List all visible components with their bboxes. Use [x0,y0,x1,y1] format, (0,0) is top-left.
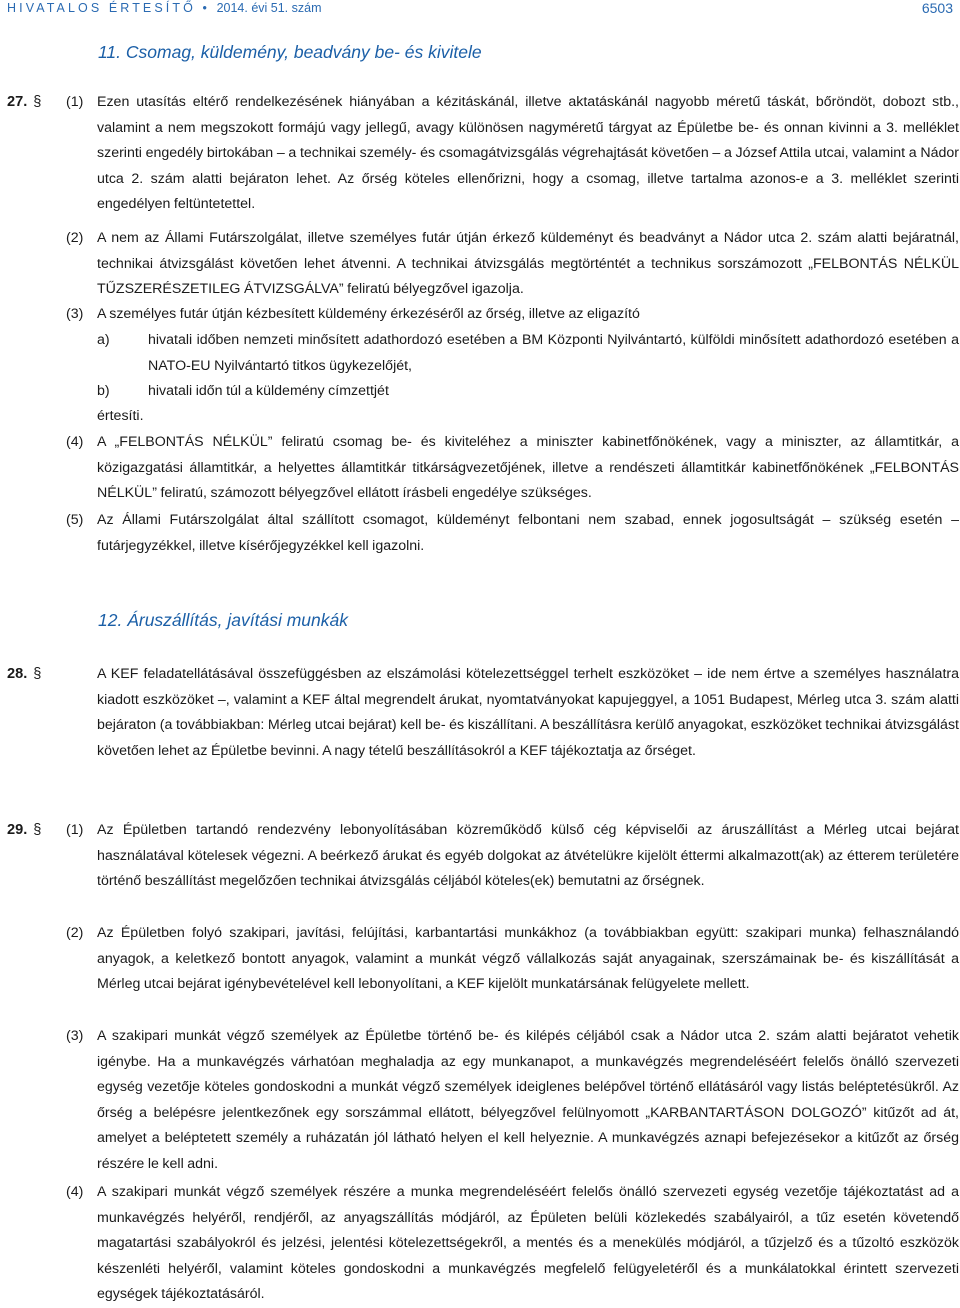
article-number: 29. [7,822,28,838]
section-sign: § [33,822,42,838]
paragraph-number: (4) [66,1184,84,1200]
article-27-item-b: hivatali időn túl a küldemény címzettjét [148,383,389,399]
page-header [7,0,953,18]
article-27-paragraph-1: Ezen utasítás eltérő rendelkezésének hiányában a kézitáskánál, illetve aktatáskánál nagyobb méretű táskát, bőröndöt, dobozt stb., valamint a nem megszokott formájú vagy jellegű, avagy különösen nagyméretű tárgyat az Épületbe be- és onnan kivinni a 3. melléklet szerinti engedély birtokában – a technikai személy- és csomagátvizsgálás végrehajtását követően – a József Attila utcai, valamint a Nádor utca 2. szám alatti bejáraton lehet. Az őrség köteles ellenőrizni, hogy a csomag, illetve tartalma azonos-e a 3. melléklet szerinti engedélyen feltüntetettel. [97,94,959,213]
section-title-12: 12. Áruszállítás, javítási munkák [98,610,348,630]
article-number: 28. [7,666,28,682]
paragraph-number: (2) [66,925,84,941]
paragraph-number: (3) [66,1028,84,1044]
article-27-paragraph-2: A nem az Állami Futárszolgálat, illetve személyes futár útján érkező küldeményt és beadványt a Nádor utca 2. szám alatti bejáratnál, technikai átvizsgálást követően lehet átvenni. A technikai átvizsgálás megtörténtét a technikus sorszámozott „FELBONTÁS NÉLKÜL TŰZSZERÉSZETILEG ÁTVIZSGÁLVA” feliratú bélyegzővel igazolja. [97,230,959,298]
article-27-paragraph-4: A „FELBONTÁS NÉLKÜL” feliratú csomag be- és kiviteléhez a miniszter kabinetfőnökének, vagy a miniszter, az államtitkár, a közigazgatási államtitkár, a helyettes államtitkár titkárságvezetőjének, illetve a rendészeti államtitkár kabinetfőnökének „FELBONTÁS NÉLKÜL” feliratú, számozott bélyegzővel ellátott írásbeli engedélye szükséges. [97,434,959,502]
issue-info: 2014. évi 51. szám [216,1,322,15]
article-27-item-a: hivatali időben nemzeti minősített adathordozó esetében a BM Központi Nyilvántartó, külföldi minősített adathordozó esetében a NATO-EU Nyilvántartó titkos ügykezelőjét, [148,332,959,374]
article-27-paragraph-5: Az Állami Futárszolgálat által szállított csomagot, küldeményt felbontani nem szabad, ennek jogosultságát – szükség esetén – futárjegyzékkel, illetve kísérőjegyzékkel kell igazolni. [97,512,959,554]
article-29-paragraph-3: A szakipari munkát végző személyek az Épületbe történő be- és kilépés céljából csak a Nádor utca 2. szám alatti bejáratot vehetik igénybe. Ha a munkavégzés várhatóan meghaladja az egy munkanapot, a munkavégzés megrendeléséért felelős önálló szervezeti egység vezetője köteles gondoskodni a munkát végző személyek ideiglenes belépővel történő ellátásáról vagy listás beléptetésükről. Az őrség a belépésre jelentkezőnek egy sorszámmal ellátott, bélyegzővel felülnyomott „KARBANTARTÁSON DOLGOZÓ” kitűzőt ad át, amelyet a beléptetett személy a ruházatán jól látható helyen el kell helyeznie. A munkavégzés aznapi befejezésekor a kitűzőt az őrség részére le kell adni. [97,1028,959,1172]
paragraph-number: (3) [66,306,84,322]
article-28-number [7,662,41,688]
article-29-paragraph-2: Az Épületben folyó szakipari, javítási, felújítási, karbantartási munkákhoz (a továbbiakban együtt: szakipari munka) felhasználandó anyagok, a keletkező bontott anyagok, valamint a munkát végző vállalkozás saját anyagainak, szerszámainak be- és kiszállítását a Mérleg utcai bejárat igénybevételével kell lebonyolítani, a KEF kijelölt munkatársának felügyelete mellett. [97,925,959,993]
article-27-number [7,90,41,116]
item-letter-a: a) [97,332,110,348]
journal-name: HIVATALOS ÉRTESÍTŐ [7,1,196,15]
article-28-text: A KEF feladatellátásával összefüggésben az elszámolási kötelezettséggel terhelt eszközöket – ide nem értve a személyes használatra kiadott eszközöket –, valamint a KEF által megrendelt árukat, nyomtatványokat kapujeggyel, a 1051 Budapest, Mérleg utca 3. szám alatti bejáraton (a továbbiakban: Mérleg utcai bejárat) kell be- és kiszállítani. A beszállításra kerülő anyagokat, eszközöket technikai átvizsgálást követően lehet az Épületbe bevinni. A nagy tételű beszállításokról a KEF tájékoztatja az őrséget. [97,666,959,759]
item-letter-b: b) [97,383,110,399]
section-title-11: 11. Csomag, küldemény, beadvány be- és kivitele [98,42,482,62]
article-27-paragraph-3-end: értesíti. [97,408,144,424]
page-number: 6503 [921,0,953,16]
article-27-paragraph-3: A személyes futár útján kézbesített küldemény érkezéséről az őrség, illetve az eligazító [97,306,640,322]
article-29-paragraph-1: Az Épületben tartandó rendezvény lebonyolításában közreműködő külső cég képviselői az áruszállítást a Mérleg utcai bejárat használatával kötelesek végezni. A beérkező árukat és egyéb dolgokat az átvételükre kijelölt éttermi alkalmazott(ak) az étterem területére történő beszállítást megelőzően technikai átvizsgálás céljából köteles(ek) bemutatni az őrségnek. [97,822,959,890]
article-29-number [7,818,41,844]
article-29-paragraph-4: A szakipari munkát végző személyek részére a munka megrendeléséért felelős önálló szervezeti egység vezetője tájékoztatást ad a munkavégzés helyéről, rendjéről, az anyagszállítás módjáról, az Épületen belüli közlekedés szabályairól, a tűz esetén követendő magatartási szabályokról és jelzési, jelentési kötelezettségekről, a mentés és a menekülés módjáról, a tűzjelző és a tűzoltó eszközök készenléti helyéről, valamint köteles gondoskodni a munkavégzés megfelelő felügyeletéről és a munkálatokkal érintett szervezeti egységek tájékoztatásáról. [97,1184,959,1303]
paragraph-number: (5) [66,512,84,528]
section-sign: § [33,666,42,682]
paragraph-number: (1) [66,822,84,838]
paragraph-number: (4) [66,434,84,450]
paragraph-number: (1) [66,94,84,110]
article-number: 27. [7,94,28,110]
section-sign: § [33,94,42,110]
paragraph-number: (2) [66,230,84,246]
journal-header: HIVATALOS ÉRTESÍTŐ • 2014. évi 51. szám [7,1,322,15]
